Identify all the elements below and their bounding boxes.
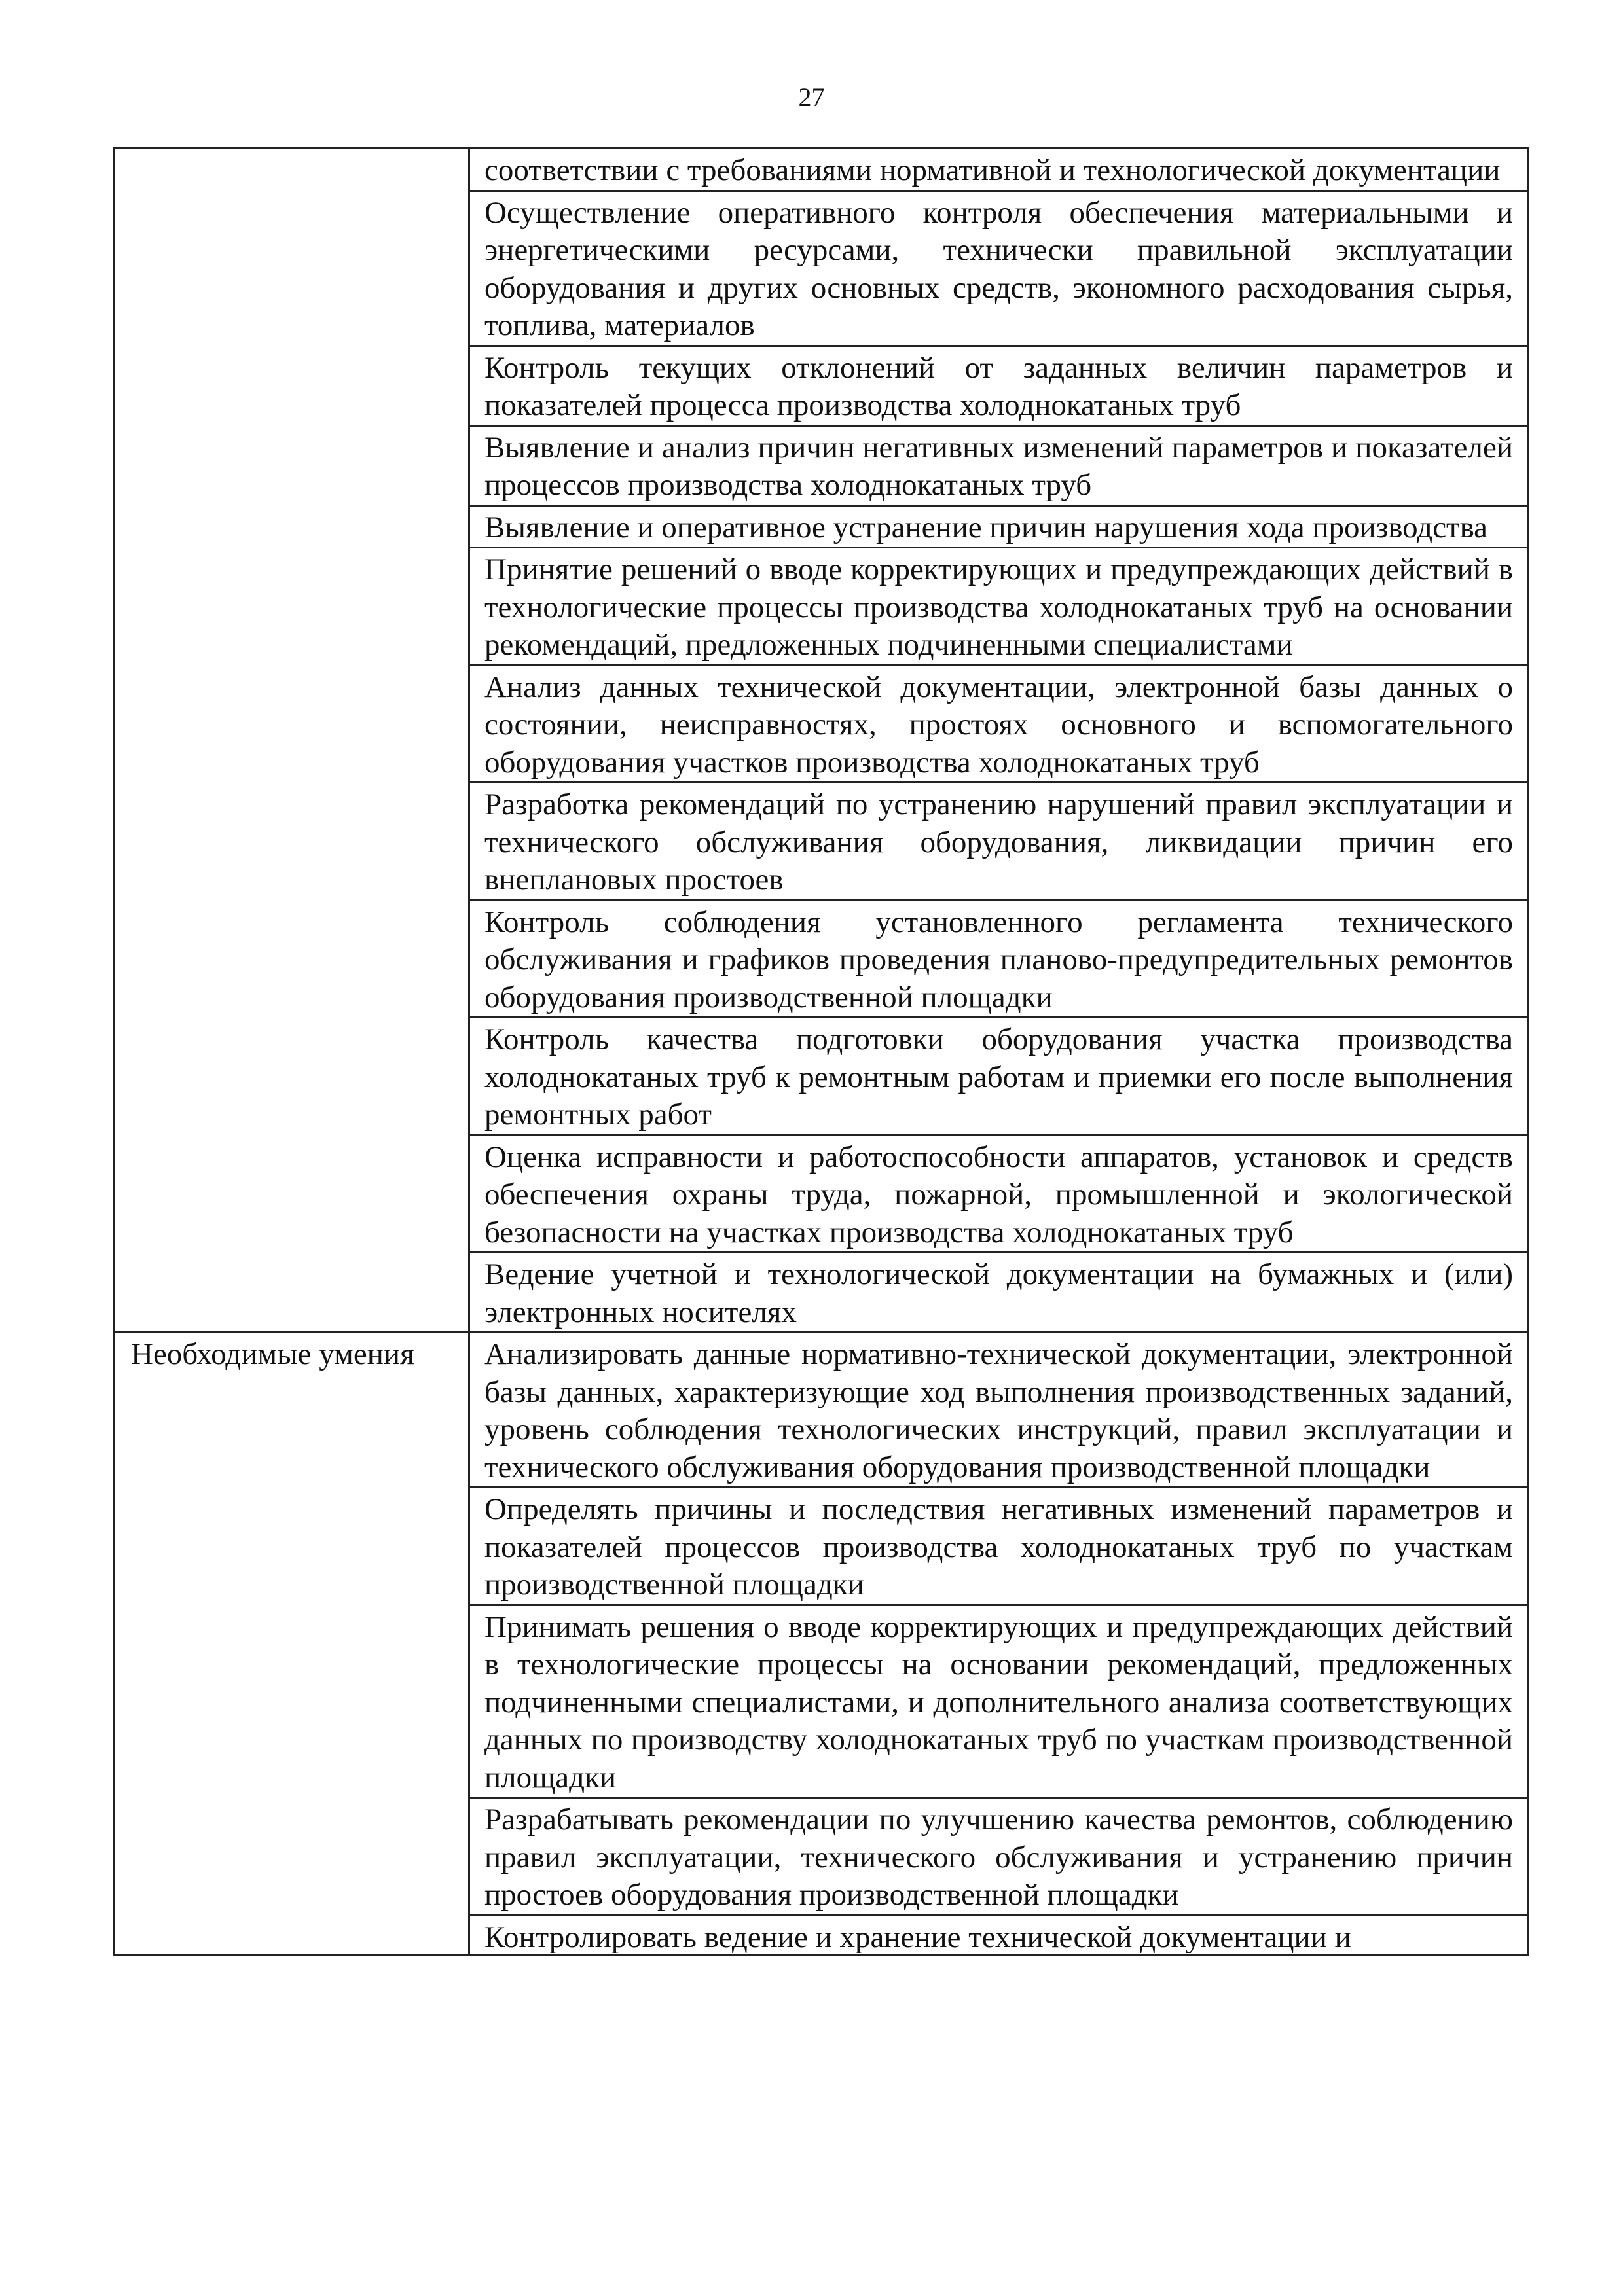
table-row	[115, 149, 1529, 191]
table-cell: Принимать решения о вводе корректирующих и предупреждающих действий в технологические процессы на основании рекомендаций, предложенных подчиненными специалистами, и дополнительного анализа соответствующих данных по производству холоднокатаных труб по участкам производственной площадки	[469, 1605, 1529, 1798]
requirements-table	[113, 147, 1529, 1956]
table-cell: Контроль качества подготовки оборудования участка производства холоднокатаных труб к ремонтным работам и приемки его после выполнения ремонтных работ	[469, 1018, 1529, 1136]
continued-text: Контролировать ведение и хранение технической документации и	[484, 1920, 1351, 1953]
table-cell: Анализировать данные нормативно-технической документации, электронной базы данных, характеризующие ход выполнения производственных заданий, уровень соблюдения технологических инструкций, правил эксплуатации и технического обслуживания оборудования производственной площадки	[469, 1333, 1529, 1488]
table-cell: Осуществление оперативного контроля обеспечения материальными и энергетическими ресурсами, технически правильной эксплуатации оборудования и других основных средств, экономного расходования сырья, топлива, материалов	[469, 190, 1529, 346]
table-cell: Анализ данных технической документации, электронной базы данных о состоянии, неисправностях, простоях основного и вспомогательного оборудования участков производства холоднокатаных труб	[469, 665, 1529, 783]
section-label-empty	[115, 149, 469, 1333]
table-cell: Разработка рекомендаций по устранению нарушений правил эксплуатации и технического обслуживания оборудования, ликвидации причин его внеплановых простоев	[469, 783, 1529, 901]
table-cell: Контроль текущих отклонений от заданных величин параметров и показателей процесса производства холоднокатаных труб	[469, 346, 1529, 425]
table-cell: Разрабатывать рекомендации по улучшению качества ремонтов, соблюдению правил эксплуатации, технического обслуживания и устранению причин простоев оборудования производственной площадки	[469, 1798, 1529, 1916]
table-cell: Определять причины и последствия негативных изменений параметров и показателей процессов производства холоднокатаных труб по участкам производственной площадки	[469, 1488, 1529, 1605]
table-cell: соответствии с требованиями нормативной и технологической документации	[469, 149, 1529, 191]
table-cell: Выявление и оперативное устранение причин нарушения хода производства	[469, 505, 1529, 548]
section-label-skills: Необходимые умения	[115, 1333, 469, 1956]
table-cell: Контроль соблюдения установленного регламента технического обслуживания и графиков проведения планово-предупредительных ремонтов оборудования производственной площадки	[469, 900, 1529, 1018]
table-cell-continued	[469, 1915, 1529, 1955]
table-row	[115, 1333, 1529, 1488]
table-cell: Оценка исправности и работоспособности аппаратов, установок и средств обеспечения охраны труда, пожарной, промышленной и экологической безопасности на участках производства холоднокатаных труб	[469, 1135, 1529, 1253]
table-cell: Ведение учетной и технологической документации на бумажных и (или) электронных носителях	[469, 1253, 1529, 1333]
table-cell: Принятие решений о вводе корректирующих и предупреждающих действий в технологические процессы производства холоднокатаных труб на основании рекомендаций, предложенных подчиненными специалистами	[469, 548, 1529, 666]
table-cell: Выявление и анализ причин негативных изменений параметров и показателей процессов производства холоднокатаных труб	[469, 425, 1529, 505]
page-number: 27	[798, 82, 825, 112]
